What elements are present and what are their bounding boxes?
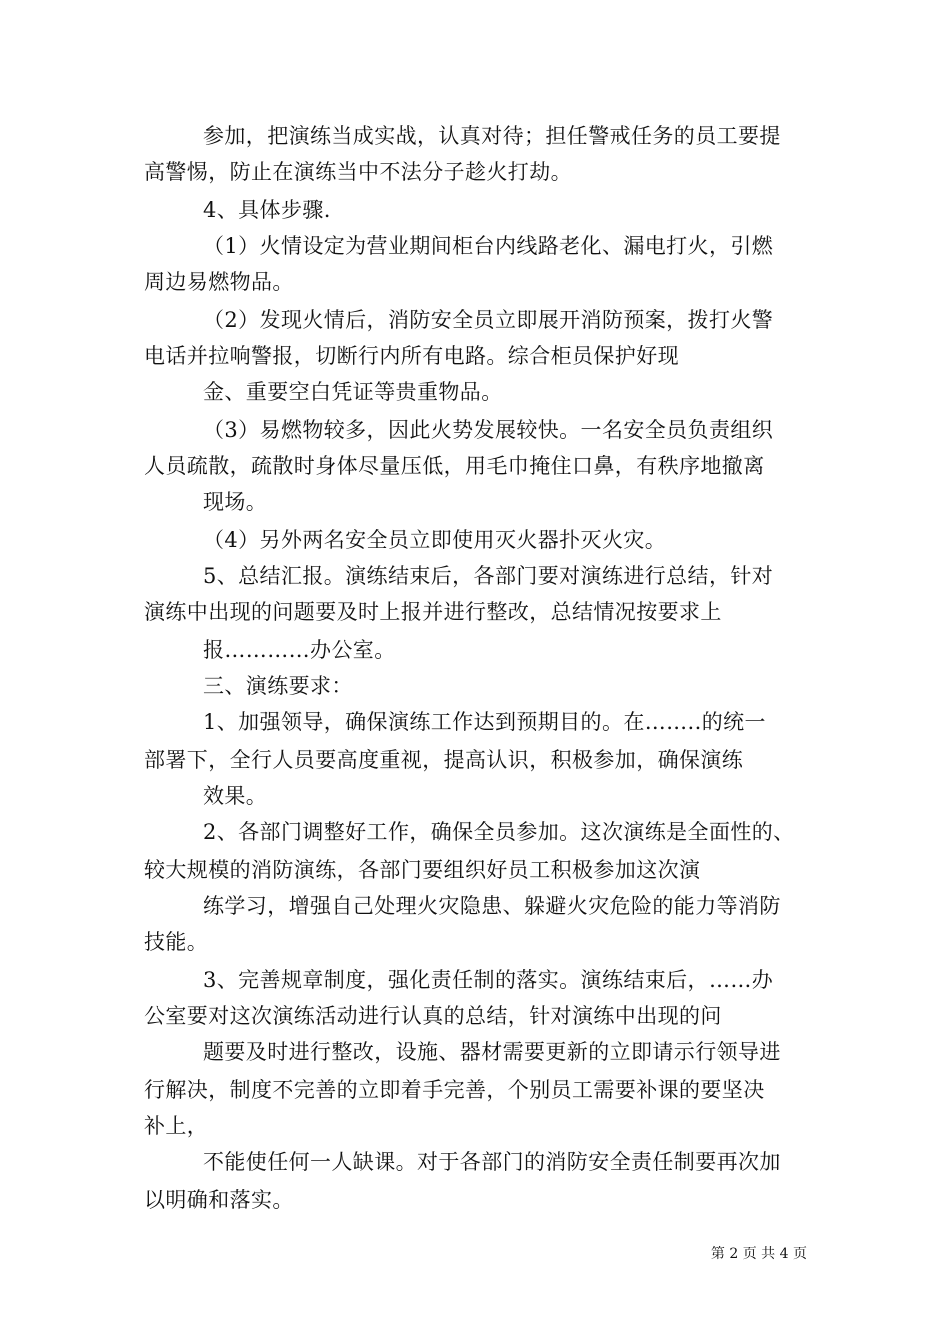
paragraph-line: 2、各部门调整好工作，确保全员参加。这次演练是全面性的、: [203, 820, 795, 844]
paragraph-line: 周边易燃物品。: [144, 270, 294, 294]
paragraph-line: 技能。: [144, 930, 209, 954]
paragraph-line: （3）易燃物较多，因此火势发展较快。一名安全员负责组织: [203, 418, 774, 442]
paragraph-line: 练学习，增强自己处理火灾隐患、躲避火灾危险的能力等消防: [203, 894, 781, 918]
paragraph-line: 人员疏散，疏散时身体尽量压低，用毛巾掩住口鼻，有秩序地撤离: [144, 454, 765, 478]
paragraph-line: 效果。: [203, 784, 268, 808]
section-heading: 三、演练要求：: [203, 674, 353, 698]
paragraph-line: 公室要对这次演练活动进行认真的总结，针对演练中出现的问: [144, 1004, 722, 1028]
paragraph-line: 1、加强领导，确保演练工作达到预期目的。在……..的统一: [203, 710, 766, 734]
paragraph-line: 电话并拉响警报，切断行内所有电路。综合柜员保护好现: [144, 344, 679, 368]
paragraph-line: 高警惕，防止在演练当中不法分子趁火打劫。: [144, 160, 572, 184]
paragraph-line: 部署下，全行人员要高度重视，提高认识，积极参加，确保演练: [144, 748, 744, 772]
section-heading: 4、具体步骤.: [203, 198, 331, 222]
paragraph-line: 行解决，制度不完善的立即着手完善，个别员工需要补课的要坚决: [144, 1078, 765, 1102]
paragraph-line: 较大规模的消防演练，各部门要组织好员工积极参加这次演: [144, 858, 701, 882]
paragraph-line: 补上，: [144, 1114, 209, 1138]
paragraph-line: （1）火情设定为营业期间柜台内线路老化、漏电打火，引燃: [203, 234, 774, 258]
paragraph-line: 3、完善规章制度，强化责任制的落实。演练结束后，……办: [203, 968, 774, 992]
paragraph-line: 报…………办公室。: [203, 638, 396, 662]
paragraph-line: 以明确和落实。: [144, 1188, 294, 1212]
paragraph-line: 参加，把演练当成实战，认真对待；担任警戒任务的员工要提: [203, 124, 781, 148]
paragraph-line: （4）另外两名安全员立即使用灭火器扑灭火灾。: [203, 528, 667, 552]
paragraph-line: 不能使任何一人缺课。对于各部门的消防安全责任制要再次加: [203, 1150, 781, 1174]
paragraph-line: 金、重要空白凭证等贵重物品。: [203, 380, 503, 404]
paragraph-line: 现场。: [203, 490, 268, 514]
page-number: 第 2 页 共 4 页: [710, 1246, 807, 1262]
paragraph-line: （2）发现火情后，消防安全员立即展开消防预案，拨打火警: [203, 308, 774, 332]
paragraph-line: 5、总结汇报。演练结束后，各部门要对演练进行总结，针对: [203, 564, 774, 588]
paragraph-line: 演练中出现的问题要及时上报并进行整改，总结情况按要求上: [144, 600, 722, 624]
paragraph-line: 题要及时进行整改，设施、器材需要更新的立即请示行领导进: [203, 1040, 781, 1064]
